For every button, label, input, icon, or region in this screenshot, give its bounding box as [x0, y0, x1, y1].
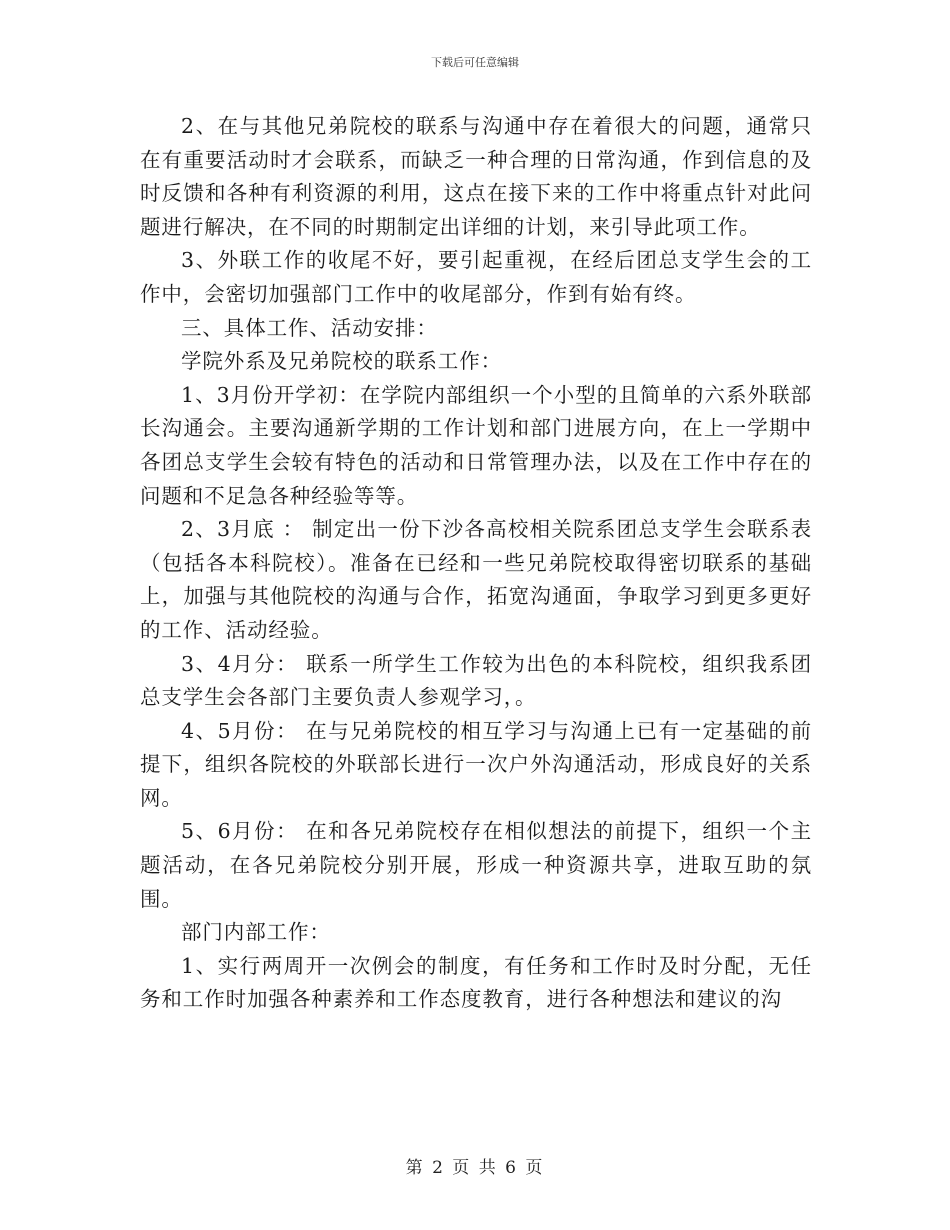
- paragraph: 3、外联工作的收尾不好，要引起重视，在经后团总支学生会的工作中，会密切加强部门工作中的收尾部分，作到有始有终。: [140, 248, 812, 306]
- subsection-heading: 学院外系及兄弟院校的联系工作：: [181, 349, 502, 374]
- subsection-heading: 部门内部工作：: [181, 920, 331, 945]
- paragraph: 2、3月底 ： 制定出一份下沙各高校相关院系团总支学生会联系表（包括各本科院校）。准备在已经和一些兄弟院校取得密切联系的基础上，加强与其他院校的沟通与合作，拓宽沟通面，争取学习到更多更好的工作、活动经验。: [140, 517, 812, 642]
- page-header: 下载后可任意编辑: [431, 56, 519, 69]
- paragraph: 4、5月份： 在与兄弟院校的相互学习与沟通上已有一定基础的前提下，组织各院校的外联部长进行一次户外沟通活动，形成良好的关系网。: [140, 718, 812, 810]
- page-number-footer: 第 2 页 共 6 页: [405, 1158, 545, 1178]
- paragraph: 1、3月份开学初：在学院内部组织一个小型的且简单的六系外联部长沟通会。主要沟通新学期的工作计划和部门进展方向，在上一学期中各团总支学生会较有特色的活动和日常管理办法，以及在工作中存在的问题和不足急各种经验等等。: [140, 382, 812, 508]
- paragraph: 2、在与其他兄弟院校的联系与沟通中存在着很大的问题，通常只在有重要活动时才会联系，而缺乏一种合理的日常沟通，作到信息的及时反馈和各种有利资源的利用，这点在接下来的工作中将重点针对此问题进行解决，在不同的时期制定出详细的计划，来引导此项工作。: [140, 114, 812, 239]
- paragraph: 5、6月份： 在和各兄弟院校存在相似想法的前提下，组织一个主题活动，在各兄弟院校分别开展，形成一种资源共享，进取互助的氛围。: [140, 819, 812, 911]
- section-heading: 三、具体工作、活动安排：: [181, 315, 438, 340]
- document-body: [140, 110, 812, 1017]
- paragraph: 1、实行两周开一次例会的制度，有任务和工作时及时分配，无任务和工作时加强各种素养和工作态度教育，进行各种想法和建议的沟: [140, 953, 812, 1012]
- paragraph: 3、4月分： 联系一所学生工作较为出色的本科院校，组织我系团总支学生会各部门主要负责人参观学习，。: [140, 651, 812, 710]
